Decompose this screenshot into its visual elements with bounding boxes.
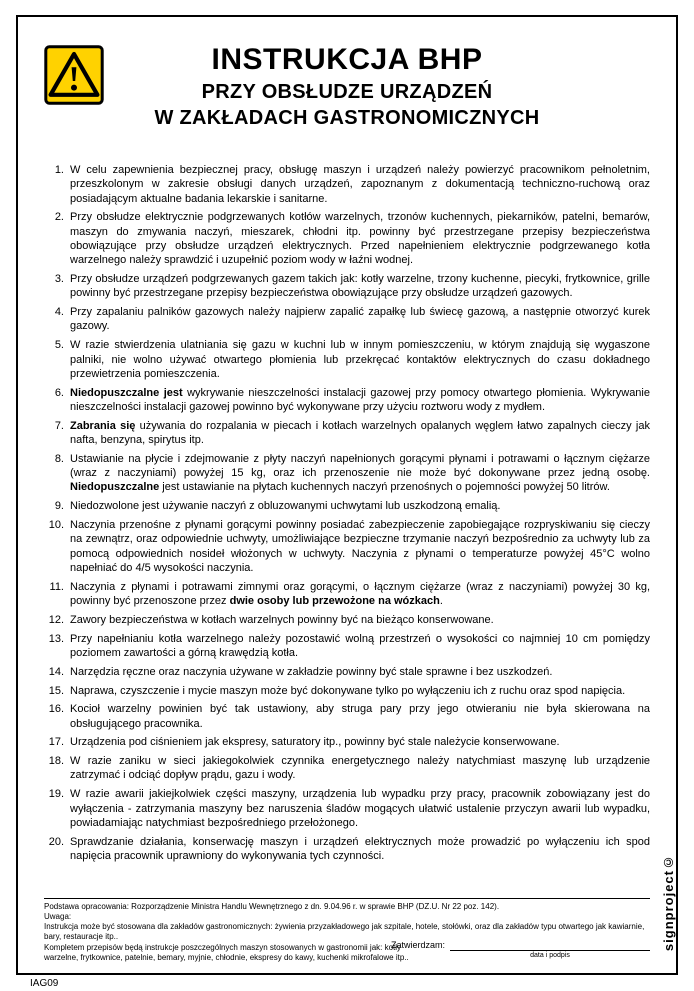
rule-item <box>44 419 650 448</box>
rule-item <box>44 787 650 830</box>
rule-number: 11. <box>49 580 64 593</box>
rules-list <box>44 163 650 863</box>
rule-item <box>44 665 650 679</box>
rule-item <box>44 499 650 513</box>
rule-number: 10. <box>48 519 64 532</box>
signature-caption: data i podpis <box>530 952 570 960</box>
rule-item <box>44 684 650 698</box>
rule-text: Narzędzia ręczne oraz naczynia używane w zakładzie powinny być stale sprawne i bez uszkodzeń. <box>70 665 553 678</box>
rule-item <box>44 580 650 609</box>
rule-text: W razie zaniku w sieci jakiegokolwiek czynnika energetycznego należy natychmiast maszynę lub urządzenie zatrzymać i odciąć dopływ prądu, gazu i wody. <box>70 755 650 782</box>
rule-text: Zabrania się używania do rozpalania w piecach i kotłach warzelnych opalanych węglem łatwo zapalnych cieczy jak nafta, benzyna, spirytus itp. <box>70 419 650 447</box>
rule-number: 16. <box>48 703 64 716</box>
rule-item <box>44 386 650 415</box>
rule-text: W celu zapewnienia bezpiecznej pracy, obsługę maszyn i urządzeń należy powierzyć pracownikom pełnoletnim, przeszkolonym w zakresie obsługi danych urządzeń, zapoznanym z dokumentacją techniczno-ruchową oraz posiadającym aktualne badania lekarskie i sanitarne. <box>70 164 650 205</box>
rule-text: Naczynia z płynami i potrawami zimnymi oraz gorącymi, o łącznym ciężarze (wraz z naczyniami) powyżej 30 kg, powinny być przenoszone przez dwie osoby lub przewożone na wózkach. <box>70 580 650 608</box>
rule-text: W razie awarii jakiejkolwiek części maszyny, urządzenia lub wypadku przy pracy, pracownik zobowiązany jest do wyłączenia - zatrzymania maszyny bez naruszenia śladów mogących ułatwić ustalenie przyczyn awarii lub wypadku, powiadamiając natychmiast bezpośredniego przełożonego. <box>70 788 650 829</box>
note-1: Instrukcja może być stosowana dla zakładów gastronomicznych: żywienia przyzakładowego jak szpitale, hotele, stołówki, oraz dla zakładów typu otwartego jak kawiarnie, bary, restauracje itp.. <box>44 922 645 942</box>
brand-watermark <box>661 854 676 951</box>
rule-text: Przy obsłudze urządzeń podgrzewanych gazem takich jak: kotły warzelne, trzony kuchenne, piecyki, frytkownice, grille powinny być przestrzegane przepisy bezpieczeństwa obowiązujące przy obsłudze urządzeń gazowych. <box>70 273 650 300</box>
footer <box>44 898 650 963</box>
rule-item <box>44 305 650 334</box>
rule-number: 7. <box>54 419 64 432</box>
rule-number: 17. <box>48 736 64 749</box>
document-header <box>44 37 650 149</box>
rule-number: 4. <box>54 306 64 319</box>
note-2: Kompletem przepisów będą instrukcje poszczególnych maszyn stosowanych w gastronomii jak: kotły warzelne, frytkownice, patelnie, bemary, myjnie, chłodnie, ekspresy do kawy, kuchenki mikrofalowe itp.. <box>44 942 409 962</box>
legal-basis: Podstawa opracowania: Rozporządzenie Ministra Handlu Wewnętrznego z dn. 9.04.96 r. w sprawie BHP (DZ.U. Nr 22 poz. 142). <box>44 901 500 911</box>
rule-text: Przy obsłudze elektrycznie podgrzewanych kotłów warzelnych, trzonów kuchennych, piekarników, patelni, bemarów, maszyn do zmywania naczyń, mieszarek, chłodni itp. powinny być przestrzegane przepisy bezpieczeństwa obowiązujące przy obsłudze urządzeń elektrycznych. Przed napełnieniem elektrycznie podgrzewanego kotła warzelnego należy sprawdzić i uzupełnić poziom wody w łaźni wodnej. <box>70 211 650 267</box>
signature-line <box>450 938 650 951</box>
rule-text: Kocioł warzelny powinien być tak ustawiony, aby struga pary przy jego otwieraniu nie była skierowana na obsługującego pracownika. <box>70 703 650 730</box>
rule-number: 2. <box>54 211 64 224</box>
rule-item <box>44 632 650 661</box>
rule-number: 12. <box>48 613 64 626</box>
rule-number: 19. <box>48 788 64 801</box>
rule-number: 1. <box>54 164 64 176</box>
catalog-code: IAG09 <box>30 978 59 989</box>
rule-item <box>44 754 650 783</box>
rule-text: Zawory bezpieczeństwa w kotłach warzelnych powinny być na bieżąco konserwowane. <box>70 613 494 626</box>
rule-number: 6. <box>54 386 64 399</box>
rule-number: 5. <box>54 339 64 352</box>
title-block <box>44 37 650 130</box>
rule-number: 8. <box>54 452 64 465</box>
rule-item <box>44 518 650 575</box>
rule-number: 13. <box>48 632 64 645</box>
rule-item <box>44 210 650 267</box>
approve-label: Zatwierdzam: <box>390 939 445 950</box>
note-label: Uwaga: <box>44 911 72 921</box>
rule-text: Naczynia przenośne z płynami gorącymi powinny posiadać zabezpieczenie zapobiegające rozpryskiwaniu się cieczy na zewnątrz, oraz odpowiednie uchwyty, umożliwiające bezpieczne trzymanie naczyń bezpośrednio za uchwyty lub za pomocą odpowiednich nosideł włożonych w uchwyty. Naczynia z płynami o temperaturze powyżej 45°C wolno napełniać do 4/5 wysokości naczynia. <box>70 519 650 574</box>
sheet-border <box>16 15 678 975</box>
rule-number: 14. <box>48 665 64 678</box>
copyright-symbol: © <box>661 853 676 870</box>
rule-text: Przy napełnianiu kotła warzelnego należy pozostawić wolną przestrzeń o wysokości co najmniej 10 cm pomiędzy poziomem zawartości a górną krawędzią kotła. <box>70 632 650 659</box>
warning-triangle-icon <box>44 45 104 105</box>
rule-number: 20. <box>48 835 64 848</box>
rule-item <box>44 613 650 627</box>
approval-block <box>391 938 650 961</box>
rule-item <box>44 452 650 495</box>
page-subtitle-2: W ZAKŁADACH GASTRONOMICZNYCH <box>154 106 540 129</box>
rule-text: Przy zapalaniu palników gazowych należy najpierw zapalić zapałkę lub świecę gazową, a następnie otworzyć kurek gazowy. <box>70 306 650 333</box>
rule-item <box>44 272 650 301</box>
rule-text: Niedopuszczalne jest wykrywanie nieszczelności instalacji gazowej przy pomocy otwartego płomienia. Wykrywanie nieszczelności instalacji gazowej powinno być wykonywane przy użyciu roztworu wody z mydłem. <box>70 386 650 413</box>
rule-number: 15. <box>48 684 64 697</box>
rule-item <box>44 702 650 731</box>
rule-number: 3. <box>54 273 64 286</box>
rule-item <box>44 163 650 206</box>
rule-text: Urządzenia pod ciśnieniem jak ekspresy, saturatory itp., powinny być stale należycie konserwowane. <box>70 736 560 749</box>
rule-item <box>44 735 650 749</box>
rule-text: Ustawianie na płycie i zdejmowanie z płyty naczyń napełnionych gorącymi płynami i potrawami o łącznym ciężarze (wraz z naczyniami) powyżej 15 kg, oraz ich przenoszenie nie może być dokonywane przez jedną osobę. Niedopuszczalne jest ustawianie na płytach kuchennych naczyń przenośnych o pojemności powyżej 50 litrów. <box>70 452 650 494</box>
rule-text: Sprawdzanie działania, konserwację maszyn i urządzeń elektrycznych może prowadzić po wyłączeniu ich spod napięcia pracownik uprawniony do wykonywania tych czynności. <box>70 835 650 862</box>
page-subtitle-1: PRZY OBSŁUDZE URZĄDZEŃ <box>201 80 493 103</box>
rule-item <box>44 835 650 864</box>
rule-text: W razie stwierdzenia ulatniania się gazu w kuchni lub w innym pomieszczeniu, w którym znajdują się wygaszone palniki, nie wolno używać otwartego płomienia lub przekręcać kontaktów elektrycznych do czasu dokładnego przewietrzenia pomieszczenia. <box>70 339 650 380</box>
rule-item <box>44 338 650 381</box>
rule-number: 18. <box>48 755 64 768</box>
rule-text: Niedozwolone jest używanie naczyń z obluzowanymi uchwytami lub uszkodzoną emalią. <box>70 500 501 513</box>
rule-number: 9. <box>54 500 64 513</box>
brand-name: signproject <box>661 869 676 951</box>
rule-text: Naprawa, czyszczenie i mycie maszyn może być dokonywane tylko po wyłączeniu ich z ruchu oraz spod napięcia. <box>70 684 626 697</box>
page-title: INSTRUKCJA BHP <box>211 43 483 76</box>
